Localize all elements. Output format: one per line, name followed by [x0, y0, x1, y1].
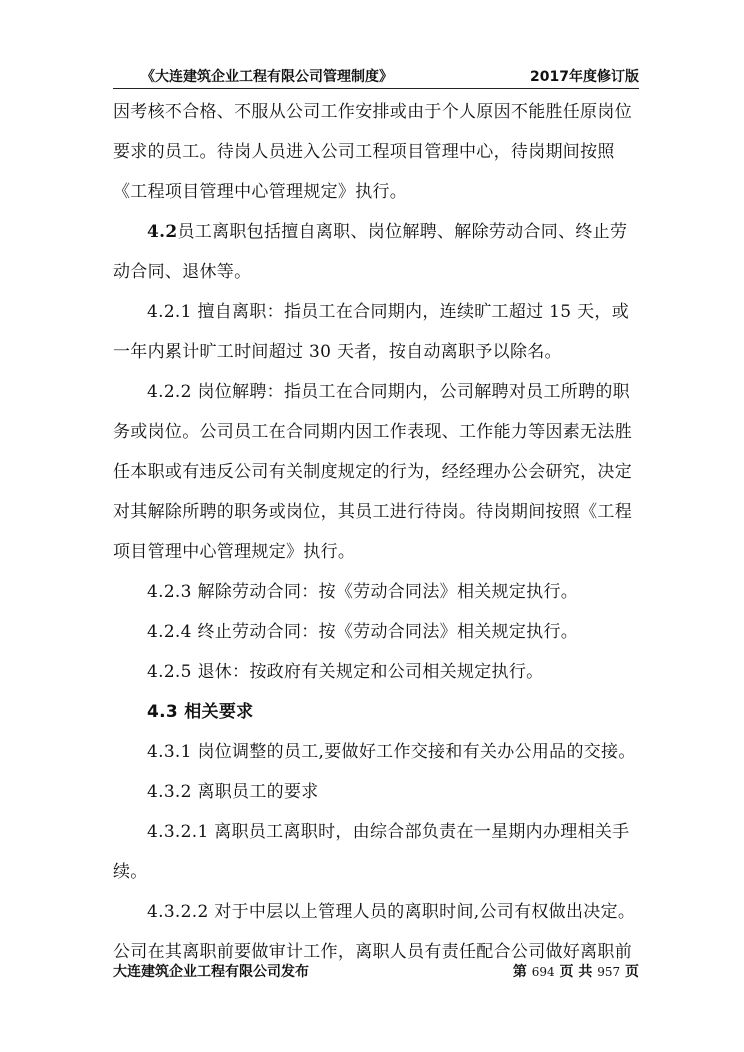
- paragraph-line: 公司在其离职前要做审计工作，离职人员有责任配合公司做好离职前: [113, 942, 632, 962]
- paragraph-line: 要求的员工。待岗人员进入公司工程项目管理中心，待岗期间按照: [113, 142, 615, 162]
- section-number: 4.2: [147, 222, 178, 242]
- section-4-3-2-2: 4.3.2.2 对于中层以上管理人员的离职时间,公司有权做出决定。: [147, 902, 636, 922]
- page-prefix: 第: [512, 964, 527, 980]
- page-total: 957: [597, 965, 621, 979]
- paragraph-line: 对其解除所聘的职务或岗位，其员工进行待岗。待岗期间按照《工程: [113, 502, 632, 522]
- paragraph-line: 务或岗位。公司员工在合同期内因工作表现、工作能力等因素无法胜: [113, 422, 632, 442]
- section-4-2-3: 4.2.3 解除劳动合同：按《劳动合同法》相关规定执行。: [147, 582, 579, 602]
- page-suffix: 页: [625, 964, 639, 980]
- paragraph-line: 《工程项目管理中心管理规定》执行。: [113, 182, 408, 202]
- header-edition: 2017年度修订版: [530, 69, 639, 85]
- page-number: [513, 961, 639, 981]
- page-footer: [113, 961, 639, 983]
- paragraph-line: 动合同、退休等。: [113, 262, 252, 282]
- section-4-3-heading: 4.3 相关要求: [147, 702, 254, 722]
- paragraph-line: 项目管理中心管理规定》执行。: [113, 542, 356, 562]
- paragraph-line: 一年内累计旷工时间超过 30 天者，按自动离职予以除名。: [113, 342, 562, 362]
- page-current: 694: [531, 965, 555, 979]
- footer-publisher: 大连建筑企业工程有限公司发布: [113, 964, 309, 980]
- section-4-3-2: 4.3.2 离职员工的要求: [147, 782, 319, 802]
- paragraph-line: 因考核不合格、不服从公司工作安排或由于个人原因不能胜任原岗位: [113, 102, 632, 122]
- document-body: [113, 92, 641, 972]
- page-mid: 页 共: [559, 964, 593, 980]
- section-4-2: [113, 212, 641, 252]
- paragraph-line: 任本职或有违反公司有关制度规定的行为，经经理办公会研究，决定: [113, 462, 632, 482]
- section-4-2-2: 4.2.2 岗位解聘：指员工在合同期内，公司解聘对员工所聘的职: [147, 382, 630, 402]
- section-4-2-1: 4.2.1 擅自离职：指员工在合同期内，连续旷工超过 15 天，或: [147, 302, 629, 322]
- section-4-3-1: 4.3.1 岗位调整的员工,要做好工作交接和有关办公用品的交接。: [147, 742, 636, 762]
- page-header: [113, 66, 639, 89]
- paragraph-line: 续。: [113, 862, 148, 882]
- section-4-2-4: 4.2.4 终止劳动合同：按《劳动合同法》相关规定执行。: [147, 622, 579, 642]
- section-4-2-5: 4.2.5 退休：按政府有关规定和公司相关规定执行。: [147, 662, 544, 682]
- section-4-3-2-1: 4.3.2.1 离职员工离职时，由综合部负责在一星期内办理相关手: [147, 822, 630, 842]
- header-title: 《大连建筑企业工程有限公司管理制度》: [141, 69, 393, 85]
- section-text: 员工离职包括擅自离职、岗位解聘、解除劳动合同、终止劳: [177, 222, 628, 242]
